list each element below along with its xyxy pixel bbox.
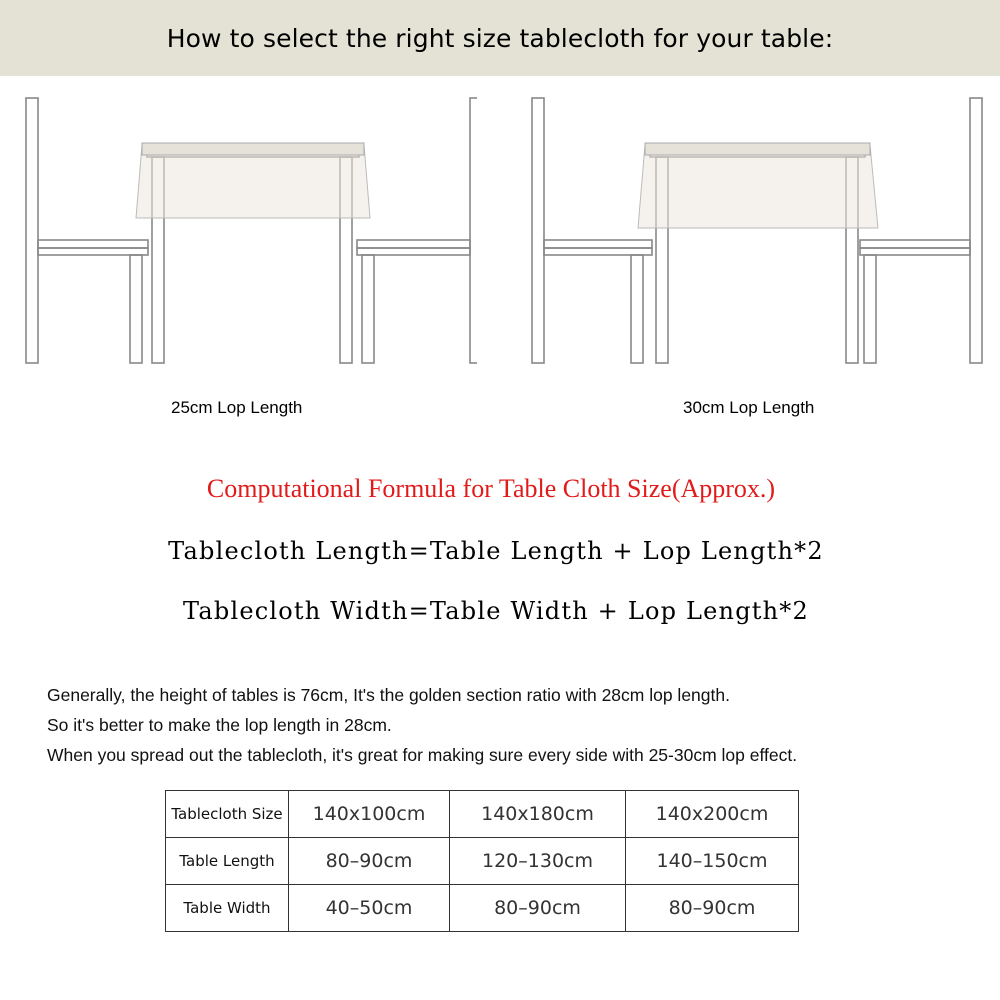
- right-chair-leg: [864, 255, 876, 363]
- notes: [47, 680, 797, 770]
- formula-title: Computational Formula for Table Cloth Size(Approx.): [206, 474, 776, 503]
- size-table: [165, 790, 799, 932]
- table-row: [166, 838, 799, 885]
- formula-length: Tablecloth Length=Table Length + Lop Length*2: [168, 537, 824, 565]
- table-cell: 80–90cm: [450, 885, 626, 932]
- note-line: Generally, the height of tables is 76cm, It's the golden section ratio with 28cm lop length.: [47, 685, 730, 705]
- left-chair-leg: [631, 255, 643, 363]
- left-chair-seat: [38, 240, 148, 248]
- note-line: When you spread out the tablecloth, it's great for making sure every side with 25-30cm lop effect.: [47, 745, 798, 765]
- table-cell: 140x200cm: [626, 791, 799, 838]
- right-chair-back: [470, 98, 477, 363]
- table-cell: 40–50cm: [289, 885, 450, 932]
- title-banner: [0, 0, 1000, 76]
- left-chair-back: [26, 98, 38, 363]
- formula-width: Tablecloth Width=Table Width + Lop Length*2: [183, 597, 809, 625]
- caption-25cm: 25cm Lop Length: [171, 398, 303, 417]
- table-cell: 80–90cm: [626, 885, 799, 932]
- right-chair-back: [970, 98, 982, 363]
- caption-30cm: 30cm Lop Length: [683, 398, 815, 417]
- table-cell: 80–90cm: [289, 838, 450, 885]
- page-title: How to select the right size tablecloth for your table:: [166, 23, 834, 53]
- table-cell: 140–150cm: [626, 838, 799, 885]
- left-chair-leg: [130, 255, 142, 363]
- right-chair-leg: [362, 255, 374, 363]
- note-line: So it's better to make the lop length in 28cm.: [47, 715, 392, 735]
- row-label: Table Length: [166, 838, 289, 885]
- table-cell: 140x100cm: [289, 791, 450, 838]
- right-chair-seat: [860, 240, 970, 248]
- table-row: [166, 791, 799, 838]
- table-cell: 120–130cm: [450, 838, 626, 885]
- row-label: Tablecloth Size: [166, 791, 289, 838]
- table-diagram-30cm: [528, 95, 983, 370]
- right-chair-seat: [357, 240, 470, 248]
- row-label: Table Width: [166, 885, 289, 932]
- left-chair-back: [532, 98, 544, 363]
- left-chair-seat: [544, 240, 652, 248]
- table-diagram-25cm: [22, 95, 477, 370]
- tablecloth: [638, 145, 878, 228]
- table-row: [166, 885, 799, 932]
- table-cell: 140x180cm: [450, 791, 626, 838]
- tablecloth: [136, 145, 370, 218]
